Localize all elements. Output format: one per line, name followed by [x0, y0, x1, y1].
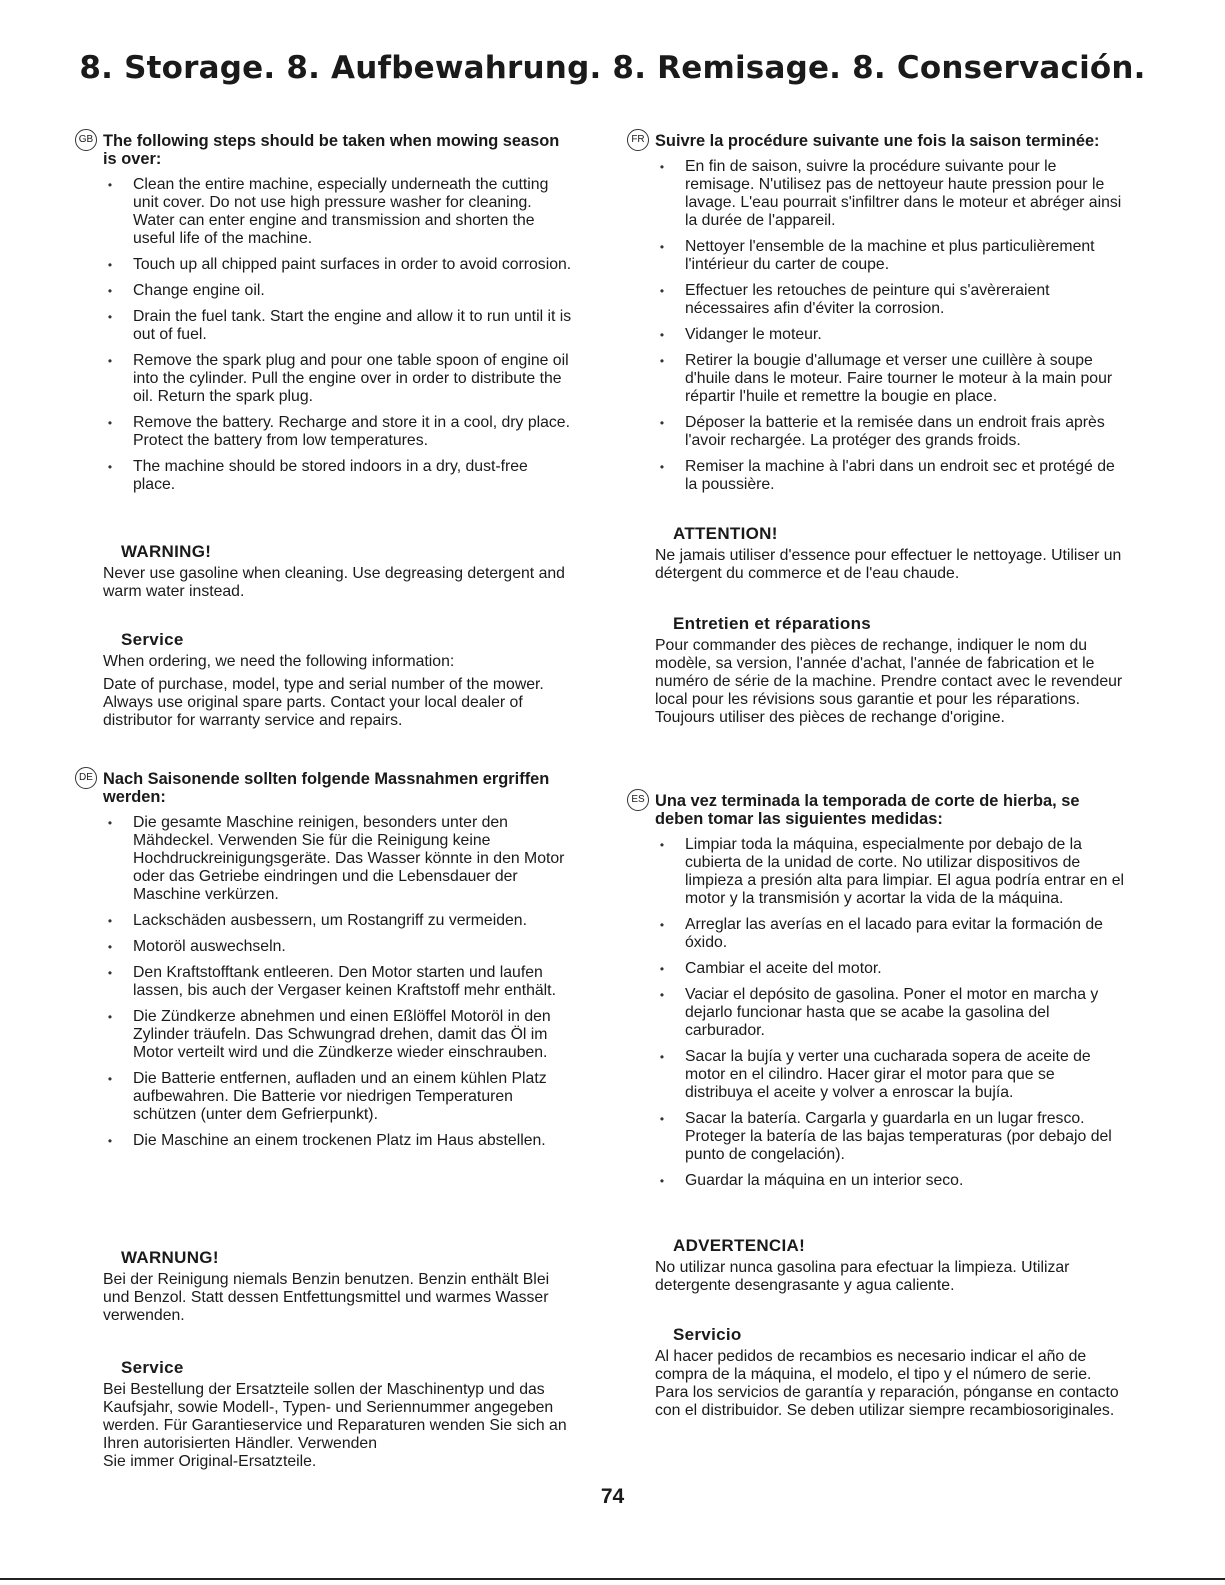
warning-block-es	[655, 1236, 1125, 1300]
list-item: • Touch up all chipped paint surfaces in order to avoid corrosion.	[133, 256, 573, 274]
service-text-es: Al hacer pedidos de recambios es necesario indicar el año de compra de la máquina, el modelo, el tipo y el número de serie. Para los servicios de garantía y reparación, pónganse en contacto con el distribuidor. Se deben utilizar siempre recambiosoriginales.	[655, 1348, 1119, 1419]
warning-block-de	[103, 1248, 573, 1330]
list-item: • En fin de saison, suivre la procédure suivante pour le remisage. N'utilisez pas de nettoyeur haute pression pour le lavage. L'eau pourrait s'infiltrer dans le moteur et abréger ainsi la durée de l'appareil.	[685, 158, 1125, 230]
language-badge-fr: FR	[627, 129, 649, 151]
section-heading-es	[631, 792, 1125, 828]
bottom-rule	[0, 1578, 1225, 1580]
list-item: • Die Maschine an einem trockenen Platz im Haus abstellen.	[133, 1132, 573, 1150]
warning-text-es: No utilizar nunca gasolina para efectuar la limpieza. Utilizar detergente desengrasante y agua caliente.	[655, 1259, 1070, 1294]
list-item: • Motoröl auswechseln.	[133, 938, 573, 956]
service-block-es	[655, 1325, 1125, 1425]
list-item: • Clean the entire machine, especially underneath the cutting unit cover. Do not use high pressure washer for cleaning. Water can enter engine and transmission and shorten the useful life of the machine.	[133, 176, 573, 248]
warning-title-gb: WARNING!	[121, 542, 212, 561]
heading-text-gb: The following steps should be taken when mowing season is over:	[103, 132, 560, 168]
list-item: • Lackschäden ausbessern, um Rostangriff zu vermeiden.	[133, 912, 573, 930]
list-item: • Guardar la máquina en un interior seco.	[685, 1172, 1125, 1190]
list-item: • Die Zündkerze abnehmen und einen Eßlöffel Motoröl in den Zylinder träufeln. Das Schwungrad drehen, damit das Öl im Motor verteilt wird und die Zündkerze wieder einschrauben.	[133, 1008, 573, 1062]
page-title: 8. Storage. 8. Aufbewahrung. 8. Remisage. 8. Conservación.	[79, 50, 1146, 86]
section-heading-fr	[631, 132, 1125, 150]
language-badge-gb: GB	[75, 129, 97, 151]
warning-block-gb	[103, 542, 573, 606]
warning-block-fr	[655, 524, 1125, 588]
list-item: • Remove the spark plug and pour one table spoon of engine oil into the cylinder. Pull the engine over in order to distribute the oil. Return the spark plug.	[133, 352, 573, 406]
list-item: • Sacar la bujía y verter una cucharada sopera de aceite de motor en el cilindro. Hacer girar el motor para que se distribuya el aceite y volver a enroscar la bujía.	[685, 1048, 1125, 1102]
steps-list-es	[655, 836, 1125, 1190]
section-heading-de	[79, 770, 573, 806]
list-item: • Arreglar las averías en el lacado para evitar la formación de óxido.	[685, 916, 1125, 952]
list-item: • Cambiar el aceite del motor.	[685, 960, 1125, 978]
steps-list-fr	[655, 158, 1125, 494]
heading-text-es: Una vez terminada la temporada de corte de hierba, se deben tomar las siguientes medidas:	[655, 792, 1080, 828]
warning-title-de: WARNUNG!	[121, 1248, 219, 1267]
service-text-2-gb: Date of purchase, model, type and serial number of the mower. Always use original spare parts. Contact your local dealer of distributor for warranty service and repairs.	[103, 676, 544, 729]
language-badge-es: ES	[627, 789, 649, 811]
list-item: • Change engine oil.	[133, 282, 573, 300]
warning-text-gb: Never use gasoline when cleaning. Use degreasing detergent and warm water instead.	[103, 565, 565, 600]
list-item: • The machine should be stored indoors in a dry, dust-free place.	[133, 458, 573, 494]
page-number: 74	[600, 1485, 625, 1508]
service-title-de: Service	[121, 1358, 184, 1377]
service-title-fr: Entretien et réparations	[673, 614, 872, 633]
list-item: • Limpiar toda la máquina, especialmente por debajo de la cubierta de la unidad de corte. No utilizar dispositivos de limpieza a presión alta para limpiar. El agua podría entrar en el motor y la transmisión y acortar la vida de la máquina.	[685, 836, 1125, 908]
list-item: • Den Kraftstofftank entleeren. Den Motor starten und laufen lassen, bis auch der Vergaser keinen Kraftstoff mehr enthält.	[133, 964, 573, 1000]
list-item: • Effectuer les retouches de peinture qui s'avèreraient nécessaires afin d'éviter la corrosion.	[685, 282, 1125, 318]
service-block-gb	[103, 630, 573, 735]
service-text-fr: Pour commander des pièces de rechange, indiquer le nom du modèle, sa version, l'année d'achat, l'année de fabrication et le numéro de série de la machine. Prendre contact avec le revendeur local pour les révisions sous garantie et pour les réparations. Toujours utiliser des pièces de rechange d'origine.	[655, 637, 1123, 726]
list-item: • Remove the battery. Recharge and store it in a cool, dry place. Protect the battery from low temperatures.	[133, 414, 573, 450]
section-gb	[78, 132, 573, 502]
list-item: • Die Batterie entfernen, aufladen und an einem kühlen Platz aufbewahren. Die Batterie vor niedrigen Temperaturen schützen (unter dem Gefrierpunkt).	[133, 1070, 573, 1124]
list-item: • Retirer la bougie d'allumage et verser une cuillère à soupe d'huile dans le moteur. Faire tourner le moteur à la main pour répartir l'huile et remettre la bougie en place.	[685, 352, 1125, 406]
list-item: • Drain the fuel tank. Start the engine and allow it to run until it is out of fuel.	[133, 308, 573, 344]
section-de	[79, 770, 573, 1158]
service-text-1-gb: When ordering, we need the following information:	[103, 653, 455, 670]
language-badge-de: DE	[75, 767, 97, 789]
service-block-fr	[655, 614, 1125, 732]
steps-list-de	[103, 814, 573, 1150]
list-item: • Sacar la batería. Cargarla y guardarla en un lugar fresco. Proteger la batería de las bajas temperaturas (por debajo del punto de congelación).	[685, 1110, 1125, 1164]
service-title-gb: Service	[121, 630, 184, 649]
section-fr	[631, 132, 1125, 502]
steps-list-gb	[103, 176, 573, 494]
heading-text-fr: Suivre la procédure suivante une fois la saison terminée:	[655, 132, 1100, 150]
section-es	[631, 792, 1125, 1198]
list-item: • Vaciar el depósito de gasolina. Poner el motor en marcha y dejarlo funcionar hasta que se acabe la gasolina del carburador.	[685, 986, 1125, 1040]
warning-text-fr: Ne jamais utiliser d'essence pour effectuer le nettoyage. Utiliser un détergent du commerce et de l'eau chaude.	[655, 547, 1122, 582]
service-block-de	[103, 1358, 573, 1476]
list-item: • Déposer la batterie et la remisée dans un endroit frais après l'avoir rechargée. La protéger des grands froids.	[685, 414, 1125, 450]
warning-text-de: Bei der Reinigung niemals Benzin benutzen. Benzin enthält Blei und Benzol. Statt dessen Entfettungsmittel und warmes Wasser verwenden.	[103, 1271, 550, 1324]
list-item: • Vidanger le moteur.	[685, 326, 1125, 344]
service-title-es: Servicio	[673, 1325, 742, 1344]
list-item: • Remiser la machine à l'abri dans un endroit sec et protégé de la poussière.	[685, 458, 1125, 494]
warning-title-es: ADVERTENCIA!	[673, 1236, 806, 1255]
service-text-2-de: Sie immer Original-Ersatzteile.	[103, 1453, 317, 1470]
warning-title-fr: ATTENTION!	[673, 524, 778, 543]
list-item: • Nettoyer l'ensemble de la machine et plus particulièrement l'intérieur du carter de coupe.	[685, 238, 1125, 274]
list-item: • Die gesamte Maschine reinigen, besonders unter den Mähdeckel. Verwenden Sie für die Reinigung keine Hochdruckreinigungsgeräte. Das Wasser könnte in den Motor oder das Getriebe eindringen und die Lebensdauer der Maschine verkürzen.	[133, 814, 573, 904]
service-text-1-de: Bei Bestellung der Ersatzteile sollen der Maschinentyp und das Kaufsjahr, sowie Modell-, Typen- und Seriennummer angegeben werden. Für Garantieservice und Reparaturen wenden Sie sich an Ihren autorisierten Händler. Verwenden	[103, 1381, 567, 1452]
heading-text-de: Nach Saisonende sollten folgende Massnahmen ergriffen werden:	[103, 770, 550, 806]
section-heading-gb	[78, 132, 573, 168]
